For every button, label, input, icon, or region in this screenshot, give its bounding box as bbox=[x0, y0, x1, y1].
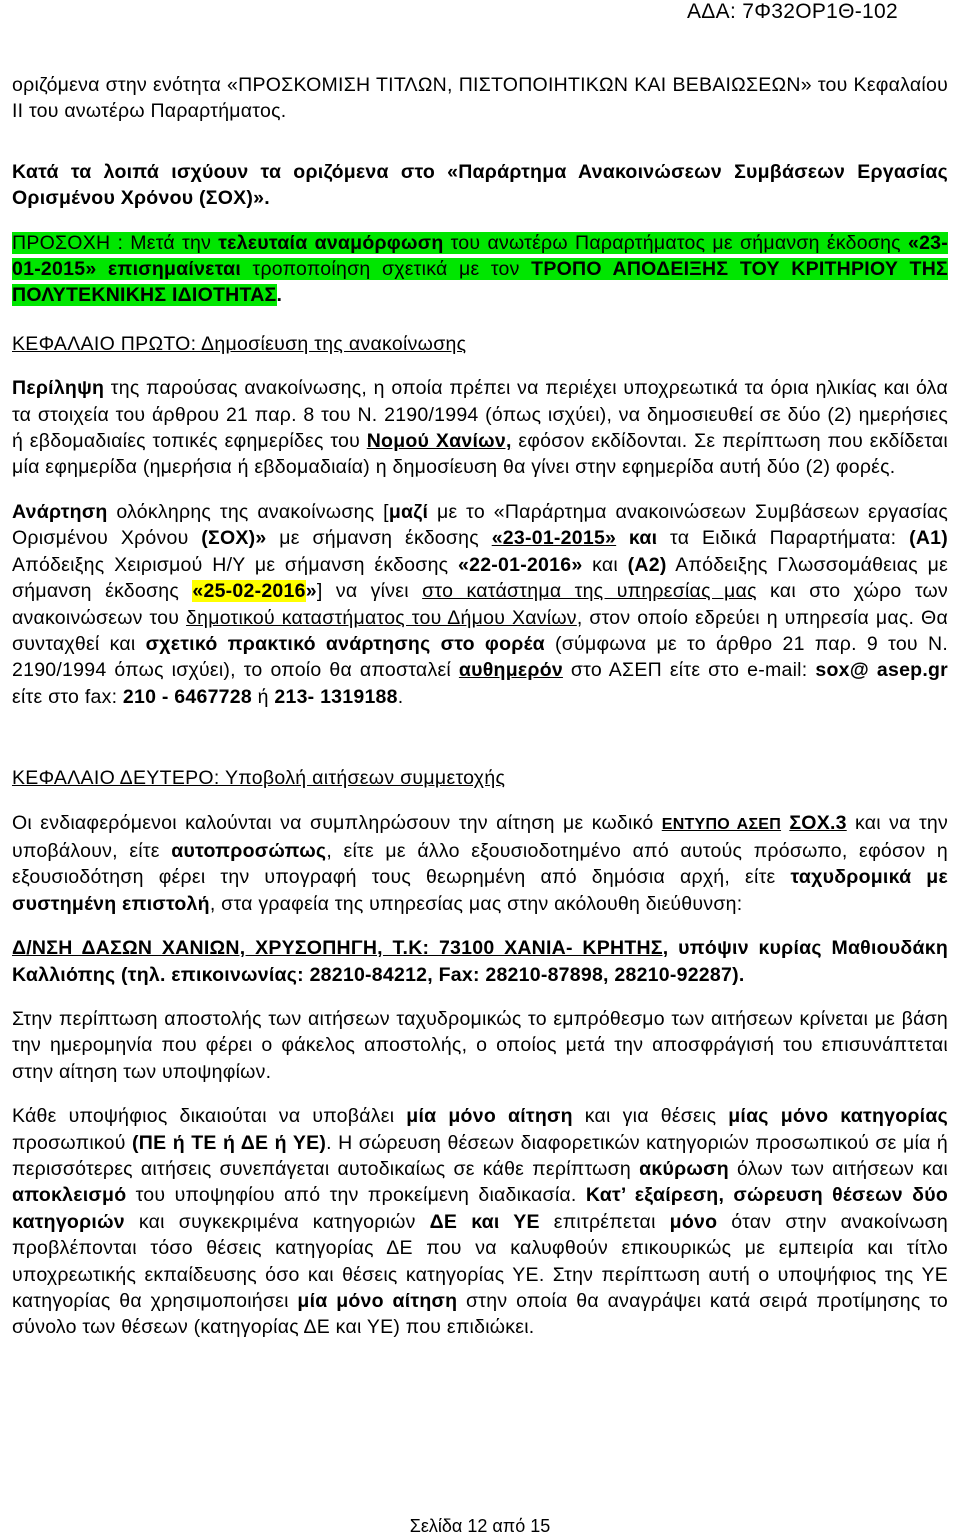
chapter-1-heading: ΚΕΦΑΛΑΙΟ ΠΡΩΤΟ: Δημοσίευση της ανακοίνωσης bbox=[12, 332, 467, 355]
fax-number-2: 213- 1319188 bbox=[274, 685, 398, 708]
mail-paragraph: Στην περίπτωση αποστολής των αιτήσεων ταχυδρομικώς το εμπρόθεσμο των αιτήσεων κρίνεται με βάση την ημερομηνία που φέρει ο φάκελος αποστολής, ο οποίος μετά την αποσφράγισή του επισυνάπτεται στην αίτηση των υποψηφίων. bbox=[12, 1007, 948, 1083]
form-code: ΕΝΤΥΠΟ ΑΣΕΠ bbox=[661, 815, 782, 833]
posting-paragraph: Ανάρτηση ολόκληρης της ανακοίνωσης [μαζί με το «Παράρτημα ανακοινώσεων Συμβάσεων εργασίας Ορισμένου Χρόνου (ΣΟΧ)» με σήμανση έκδοσης «23-01-2015» και τα Ειδικά Παραρτήματα: (Α1) Απόδειξης Χειρισμού Η/Υ με σήμανση έκδοσης «22-01-2016» και (Α2) Απόδειξης Γλωσσομάθειας με σήμανση έκδοσης «25-02-2016»] να γίνει στο κατάστημα της υπηρεσίας μας και στο χώρο των ανακοινώσεων του δημοτικού καταστήματος του Δήμου Χανίων, στον οποίο εδρεύει η υπηρεσία μας. Θα συνταχθεί και σχετικό πρακτικό ανάρτησης στο φορέα (σύμφωνα με το άρθρο 21 παρ. 9 του Ν. 2190/1994 όπως ισχύει), το οποίο θα αποσταλεί αυθημερόν στο ΑΣΕΠ είτε στο e-mail: sox@ asep.gr είτε στο fax: 210 - 6467728 ή 213- 1319188. bbox=[12, 500, 949, 708]
invite-paragraph: Οι ενδιαφερόμενοι καλούνται να συμπληρώσουν την αίτηση με κωδικό ΕΝΤΥΠΟ ΑΣΕΠ ΣΟΧ.3 και να την υποβάλουν, είτε αυτοπροσώπως, είτε με άλλο εξουσιοδοτημένο από αυτούς πρόσωπο, εφόσον η εξουσιοδότηση φέρει την υπογραφή τους θεωρημένη από δημόσια αρχή, είτε ταχυδρομικά με συστημένη επιστολή, στα γραφεία της υπηρεσίας μας στην ακόλουθη διεύθυνση: bbox=[12, 811, 949, 915]
paragraph-intro: οριζόμενα στην ενότητα «ΠΡΟΣΚΟΜΙΣΗ ΤΙΤΛΩΝ, ΠΙΣΤΟΠΟΙΗΤΙΚΩΝ ΚΑΙ ΒΕΒΑΙΩΣΕΩΝ» του Κεφαλαίου ΙΙ του ανωτέρω Παραρτήματος. bbox=[12, 74, 948, 123]
ada-code: ΑΔΑ: 7Φ32ΟΡ1Θ-102 bbox=[687, 0, 898, 23]
summary-paragraph: Περίληψη της παρούσας ανακοίνωσης, η οποία πρέπει να περιέχει υποχρεωτικά τα όρια ηλικίας και όλα τα στοιχεία του άρθρου 21 παρ. 8 του Ν. 2190/1994 (όπως ισχύει), να δημοσιευθεί σε δύο (2) ημερήσιες ή εβδομαδιαίες τοπικές εφημερίδες του Νομού Χανίων, εφόσον εκδίδονται. Σε περίπτωση που εκδίδεται μία εφημερίδα (ημερήσια ή εβδομαδιαία) η δημοσίευση θα γίνει στην εφημερίδα αυτή δύο (2) φορές. bbox=[12, 377, 948, 479]
notice-label: ΠΡΟΣΟΧΗ : bbox=[12, 231, 131, 254]
single-application-paragraph: Κάθε υποψήφιος δικαιούται να υποβάλει μία μόνο αίτηση και για θέσεις μίας μόνο κατηγορίας προσωπικού (ΠΕ ή ΤΕ ή ΔΕ ή ΥΕ). Η σώρευση θέσεων διαφορετικών κατηγοριών προσωπικού σε μία ή περισσότερες αιτήσεις συνεπάγεται αυτοδικαίως σε κάθε περίπτωση ακύρωση όλων των αιτήσεων και αποκλεισμό του υποψηφίου από την προκείμενη διαδικασία. Κατ’ εξαίρεση, σώρευση θέσεων δύο κατηγοριών και συγκεκριμένα κατηγοριών ΔΕ και ΥΕ επιτρέπεται μόνο όταν στην ανακοίνωση προβλέπονται τόσο θέσεις κατηγορίας ΔΕ που να καλυφθούν επικουρικώς με εμπειρία και τίτλο υποχρεωτικής εκπαίδευσης όσο και θέσεις κατηγορίας ΥΕ. Στην περίπτωση αυτή ο υποψήφιος της ΥΕ κατηγορίας θα χρησιμοποιήσει μία μόνο αίτηση στην οποία θα αναγράψει κατά σειρά προτίμησης το σύνολο των θέσεων (κατηγορίας ΔΕ και ΥΕ) που επιδιώκει. bbox=[12, 1105, 949, 1339]
page-content bbox=[12, 72, 948, 1341]
page-number: Σελίδα 12 από 15 bbox=[409, 1516, 551, 1536]
highlighted-date: «25-02-2016 bbox=[192, 580, 306, 603]
paragraph-annex-reference: Κατά τα λοιπά ισχύουν τα οριζόμενα στο «Παράρτημα Ανακοινώσεων Συμβάσεων Εργασίας Ορισμένου Χρόνου (ΣΟΧ)». bbox=[12, 160, 948, 210]
email-address: sox@ asep.gr bbox=[815, 659, 948, 682]
chapter-2-heading: ΚΕΦΑΛΑΙΟ ΔΕΥΤΕΡΟ: Υποβολή αιτήσεων συμμετοχής bbox=[12, 767, 506, 790]
address-paragraph: Δ/ΝΣΗ ΔΑΣΩΝ ΧΑΝΙΩΝ, ΧΡΥΣΟΠΗΓΗ, Τ.Κ: 73100 ΧΑΝΙΑ- ΚΡΗΤΗΣ, υπόψιν κυρίας Μαθιουδάκη Καλλιόπης (τηλ. επικοινωνίας: 28210-84212, Fax: 28210-87898, 28210-92287). bbox=[12, 937, 949, 986]
fax-number-1: 210 - 6467728 bbox=[122, 685, 252, 708]
prefecture-name: Νομού Χανίων, bbox=[366, 430, 512, 453]
notice-paragraph: ΠΡΟΣΟΧΗ : Μετά την τελευταία αναμόρφωση του ανωτέρω Παραρτήματος με σήμανση έκδοσης «23-01-2015» επισημαίνεται τροποποίηση σχετικά με τον ΤΡΟΠΟ ΑΠΟΔΕΙΞΗΣ ΤΟΥ ΚΡΙΤΗΡΙΟΥ ΤΗΣ ΠΟΛΥΤΕΚΝΙΚΗΣ ΙΔΙΟΤΗΤΑΣ. bbox=[12, 231, 949, 307]
